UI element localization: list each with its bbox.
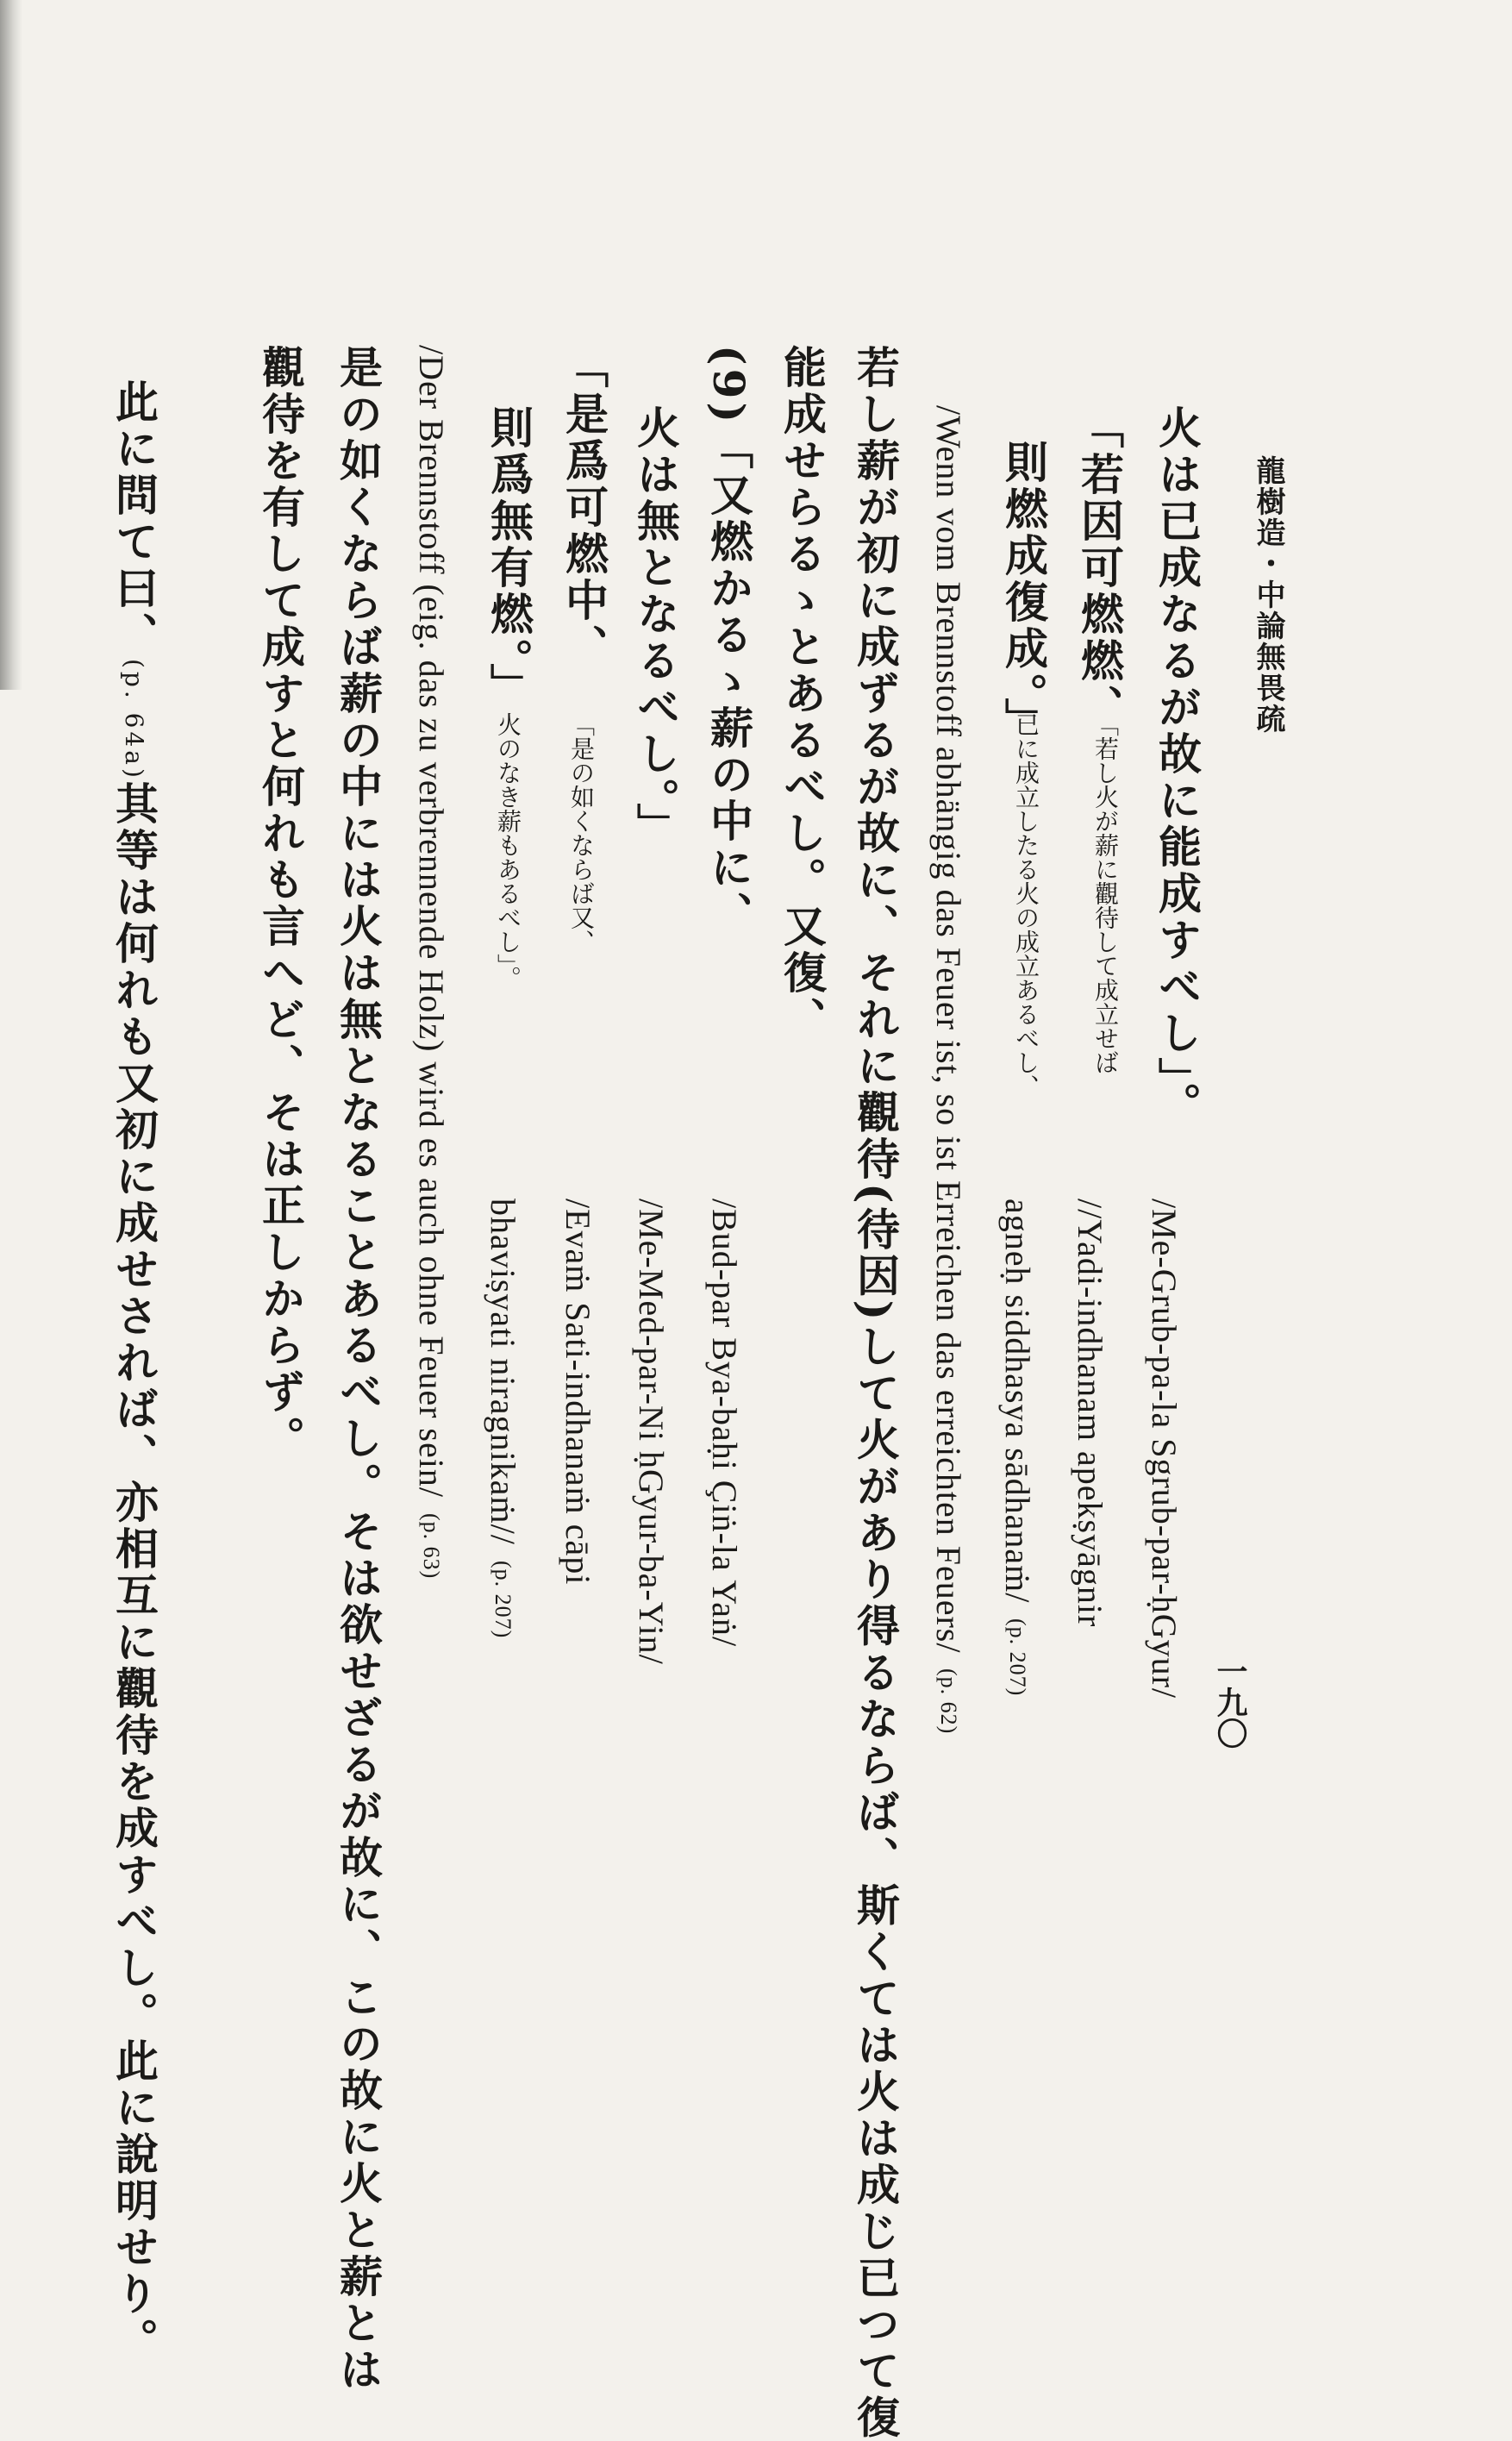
page-number: 一九〇	[1212, 1655, 1248, 1749]
verse-chinese: 「是爲可燃中、	[559, 345, 609, 671]
translation-german	[412, 345, 451, 1580]
translation-text: /Der Brennstoff (eig. das zu verbrennende Holz) wird es auch ohne Feuer sein/	[412, 345, 451, 1498]
text-line: 若し薪が初に成ずるが故に、それに觀待(待因)して火があり得るならば、斯くては火は成じ已つて復	[850, 345, 901, 2441]
transliteration-line: /Me-Grub-pa-la Sgrub-par-ḥGyur/	[1145, 1199, 1184, 1699]
scan-edge-shadow	[0, 0, 22, 690]
text-line: 是の如くならば薪の中には火は無となることあるべし。そは欲せざるが故に、この故に火と薪とは	[333, 345, 384, 2394]
question-lead: 此に問て曰、	[109, 379, 159, 659]
translation-german	[929, 405, 968, 1735]
verse-gloss: 「若し火が薪に觀待して成立せば	[1091, 712, 1120, 1074]
question-text: 其等は何れも又初に成せされば、亦相互に觀待を成すべし。此に說明せり。	[109, 780, 159, 2364]
verse-chinese: 火は無となるべし。」	[630, 405, 681, 849]
verse-gloss: 火のなき薪もあるべし」。	[494, 712, 522, 990]
transliteration-line	[485, 1199, 520, 1638]
verse-chinese: 「若因可燃燃、	[1074, 405, 1125, 731]
transliteration-text: bhaviṣyati niragnikaṁ//	[484, 1199, 522, 1545]
transliteration-text: agneḥ siddhasya sādhanaṁ/	[998, 1199, 1037, 1604]
transliteration-line	[998, 1199, 1037, 1697]
text-line: 觀待を有して成すと何れも言へど、そは正しからず。	[255, 345, 306, 1462]
transliteration-line: /Bud-par Bya-baḥi Çiṅ-la Yaṅ/	[705, 1199, 744, 1648]
page-reference: (p. 63)	[419, 1512, 444, 1580]
translation-text: /Wenn vom Brennstoff abhängig das Feuer ist, so ist Erreichen das erreichten Feuers/	[929, 405, 968, 1654]
text-line	[109, 379, 159, 2364]
page-reference: (p. 62)	[936, 1668, 961, 1735]
verse-chinese: 則爲無有燃。」	[484, 405, 534, 710]
text-line: 火は已成なるが故に能成すべし」。	[1152, 405, 1203, 1129]
verse-gloss: 「是の如くならば又、	[567, 712, 596, 954]
verse-chinese: 則燃成復成。」	[998, 440, 1049, 744]
transliteration-line: /Me-Med-par-Ni ḥGyur-ba-Yin/	[632, 1199, 671, 1665]
page-reference: (p. 64a)	[120, 659, 148, 781]
page-reference: (p. 207)	[1005, 1618, 1030, 1697]
text-line: 能成せらるゝとあるべし。又復、	[777, 345, 828, 1043]
verse-gloss: 已に成立したる火の成立あるべし、	[1012, 712, 1040, 1098]
page-reference: (p. 207)	[490, 1560, 515, 1639]
running-head: 龍樹造・中論無畏疏	[1251, 455, 1285, 735]
transliteration-line: //Yadi-indhanam apekṣyāgnir	[1071, 1199, 1109, 1628]
verse-chinese: (9)「又燃かるゝ薪の中に、	[703, 345, 754, 939]
transliteration-line: /Evaṁ Sati-indhanaṁ cāpi	[559, 1199, 597, 1586]
